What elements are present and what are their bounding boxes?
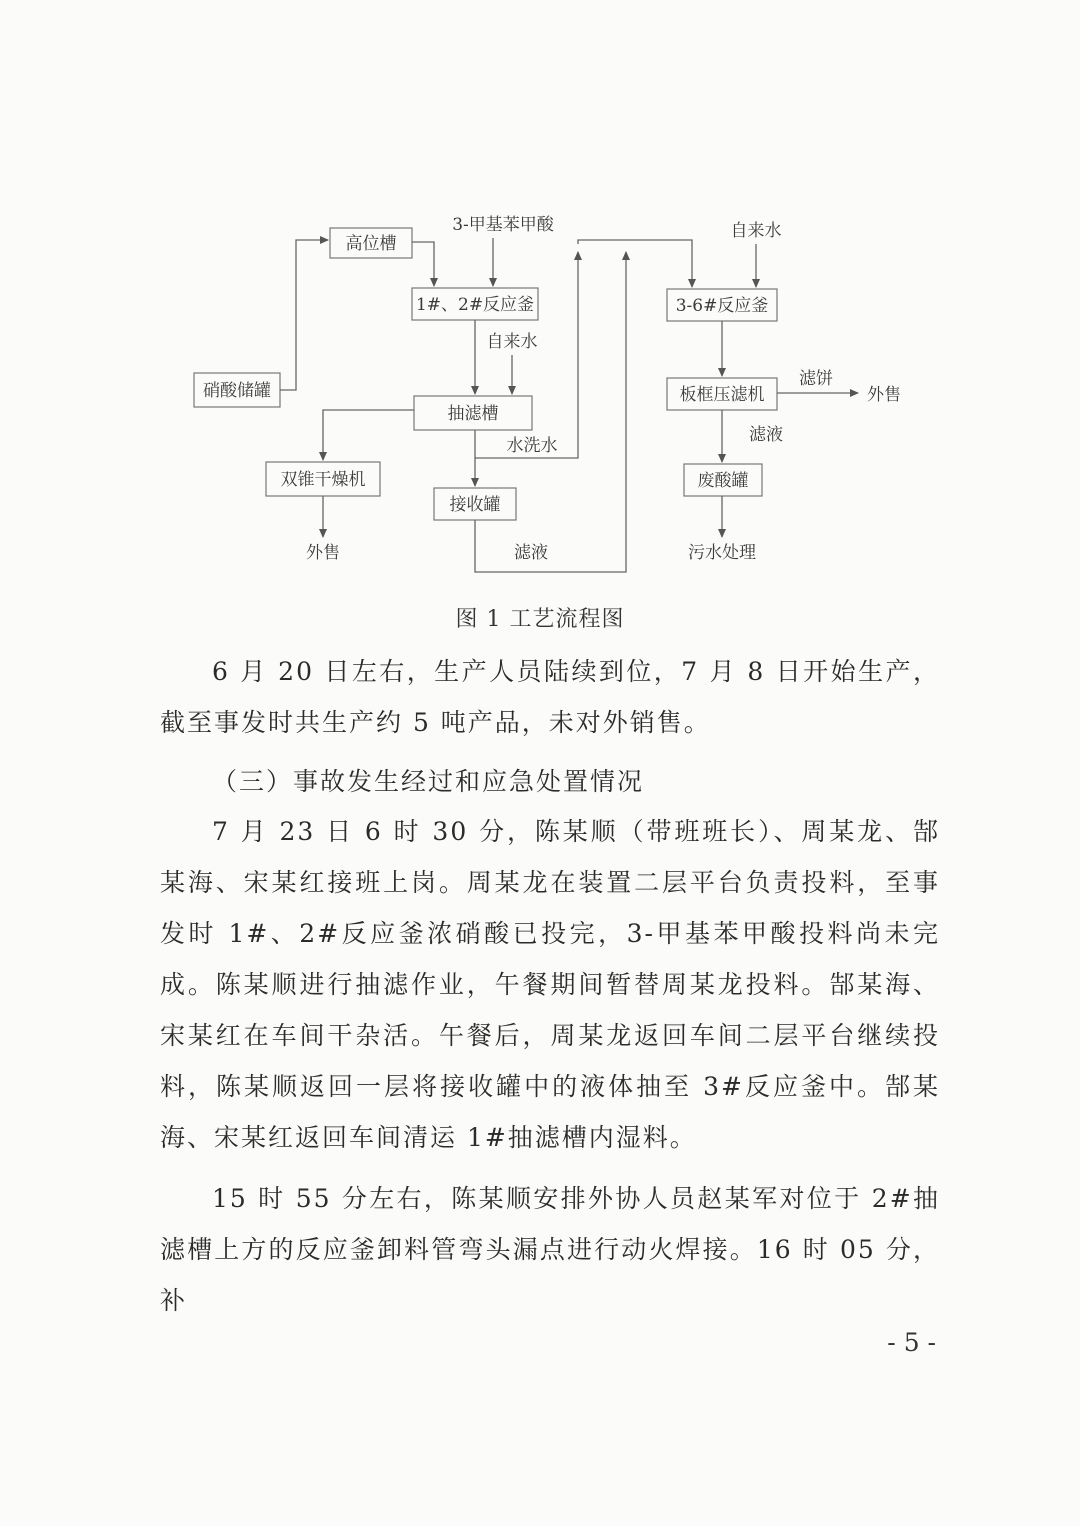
svg-text:废酸罐: 废酸罐 [697,471,749,491]
flow-arrows [280,238,858,572]
svg-text:双锥干燥机: 双锥干燥机 [280,470,366,490]
node-high-tank [330,228,412,258]
label-filter-cake: 滤饼 [799,369,833,389]
label-filtrate-a: 滤液 [514,543,548,563]
label-wash-water: 水洗水 [506,436,558,456]
process-flow-diagram [0,0,1080,600]
svg-text:3-6#反应釜: 3-6#反应釜 [675,296,769,316]
label-methylbenzoic-acid: 3-甲基苯甲酸 [452,215,554,235]
svg-text:接收罐: 接收罐 [449,495,501,515]
label-tap-water-b: 自来水 [730,221,782,241]
svg-text:板框压滤机: 板框压滤机 [679,385,765,405]
page-number: - 5 - [887,1328,936,1357]
svg-text:高位槽: 高位槽 [345,234,397,254]
node-reactor-1-2 [412,288,538,320]
label-tap-water-a: 自来水 [486,332,538,352]
node-suction-filter-tank [414,396,532,430]
svg-text:1#、2#反应釜: 1#、2#反应釜 [415,295,535,315]
paragraph-2: 7 月 23 日 6 时 30 分，陈某顺（带班班长）、周某龙、郜某海、宋某红接班上岗。周某龙在装置二层平台负责投料，至事发时 1#、2#反应釜浓硝酸已投完，3-甲基苯甲酸投料尚未完成。陈某顺进行抽滤作业，午餐期间暂替周某龙投料。郜某海、宋某红在车间干杂活。午餐后，周某龙返回车间二层平台继续投料，陈某顺返回一层将接收罐中的液体抽至 3#反应釜中。郜某海、宋某红返回车间清运 1#抽滤槽内湿料。 [160,817,940,1152]
label-sale-a: 外售 [306,543,340,563]
node-receiving-tank [434,488,516,520]
svg-text:硝酸储罐: 硝酸储罐 [203,381,271,401]
paragraph-3: 15 时 55 分左右，陈某顺安排外协人员赵某军对位于 2#抽滤槽上方的反应釜卸料管弯头漏点进行动火焊接。16 时 05 分，补 [160,1184,940,1315]
node-plate-filter-press [667,378,777,410]
node-reactor-3-6 [667,289,777,321]
label-wastewater-treatment: 污水处理 [688,543,756,563]
label-filtrate-b: 滤液 [749,425,783,445]
section-heading: （三）事故发生经过和应急处置情况 [212,767,645,796]
label-sale-b: 外售 [867,385,901,405]
node-nitric-acid-tank [194,373,280,407]
node-double-cone-dryer [266,462,380,496]
figure-caption: 图 1 工艺流程图 [455,607,625,632]
node-waste-acid-tank [684,464,762,496]
paragraph-1: 6 月 20 日左右，生产人员陆续到位，7 月 8 日开始生产，截至事发时共生产约 5 吨产品，未对外销售。 [160,657,940,737]
svg-text:抽滤槽: 抽滤槽 [447,404,499,424]
